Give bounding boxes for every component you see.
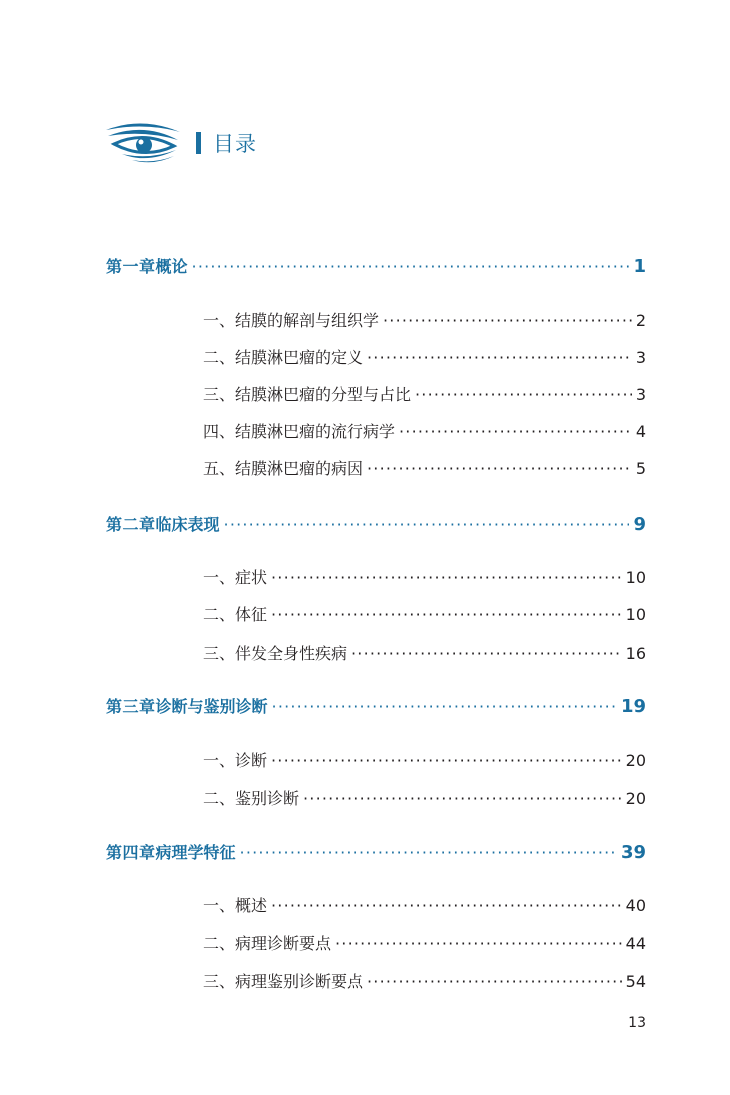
section-title: 二、鉴别诊断: [203, 789, 300, 808]
dot-leader: [367, 967, 622, 997]
toc-section-row[interactable]: [203, 784, 646, 814]
toc-section-row[interactable]: [203, 417, 646, 447]
section-page-number: 40: [625, 896, 646, 915]
toc-section-row[interactable]: [203, 306, 646, 336]
toc-header: [104, 118, 257, 168]
section-title: 一、结膜的解剖与组织学: [203, 311, 380, 330]
dot-leader: [399, 417, 632, 447]
dot-leader: [192, 252, 630, 282]
section-title: 二、体征: [203, 605, 268, 624]
toc-chapter-row[interactable]: [106, 692, 646, 722]
chapter-page-number: 1: [633, 256, 646, 277]
toc-chapter-row[interactable]: [106, 510, 646, 540]
section-page-number: 10: [625, 605, 646, 624]
dot-leader: [335, 929, 622, 959]
chapter-page-number: 39: [620, 842, 646, 863]
title-accent-bar: [196, 132, 201, 154]
section-title: 二、结膜淋巴瘤的定义: [203, 348, 364, 367]
section-title: 二、病理诊断要点: [203, 934, 332, 953]
section-page-number: 3: [635, 348, 646, 367]
page-title: 目录: [213, 132, 257, 156]
dot-leader: [271, 600, 622, 630]
chapter-number: 第四章: [106, 843, 156, 862]
section-page-number: 44: [625, 934, 646, 953]
chapter-title: 病理学特征: [155, 843, 236, 862]
toc-section-row[interactable]: [203, 746, 646, 776]
section-title: 四、结膜淋巴瘤的流行病学: [203, 422, 396, 441]
page-number: 13: [628, 1015, 646, 1031]
dot-leader: [224, 510, 630, 540]
toc-section-row[interactable]: [203, 380, 646, 410]
toc-section-row[interactable]: [203, 563, 646, 593]
section-title: 一、症状: [203, 568, 268, 587]
section-page-number: 20: [625, 789, 646, 808]
dot-leader: [272, 692, 617, 722]
chapter-title: 诊断与鉴别诊断: [155, 697, 268, 716]
toc-section-row[interactable]: [203, 967, 646, 997]
dot-leader: [367, 454, 632, 484]
dot-leader: [240, 838, 617, 868]
toc-section-row[interactable]: [203, 600, 646, 630]
dot-leader: [415, 380, 632, 410]
dot-leader: [351, 639, 622, 669]
chapter-number: 第一章: [106, 257, 156, 276]
section-title: 三、伴发全身性疾病: [203, 644, 348, 663]
section-page-number: 54: [625, 972, 646, 991]
toc-chapter-row[interactable]: [106, 252, 646, 282]
section-page-number: 2: [635, 311, 646, 330]
section-page-number: 3: [635, 385, 646, 404]
dot-leader: [271, 891, 622, 921]
section-title: 三、病理鉴别诊断要点: [203, 972, 364, 991]
dot-leader: [383, 306, 632, 336]
chapter-number: 第二章: [106, 515, 156, 534]
dot-leader: [367, 343, 632, 373]
section-title: 五、结膜淋巴瘤的病因: [203, 459, 364, 478]
section-page-number: 16: [625, 644, 646, 663]
section-title: 一、概述: [203, 896, 268, 915]
toc-chapter-row[interactable]: [106, 838, 646, 868]
section-page-number: 5: [635, 459, 646, 478]
toc-section-row[interactable]: [203, 929, 646, 959]
dot-leader: [271, 563, 622, 593]
eye-logo-icon: [104, 120, 182, 166]
section-page-number: 20: [625, 751, 646, 770]
chapter-title: 概论: [155, 257, 188, 276]
chapter-number: 第三章: [106, 697, 156, 716]
chapter-title: 临床表现: [155, 515, 220, 534]
dot-leader: [271, 746, 622, 776]
dot-leader: [303, 784, 622, 814]
section-page-number: 10: [625, 568, 646, 587]
chapter-page-number: 9: [633, 514, 646, 535]
toc-section-row[interactable]: [203, 891, 646, 921]
toc-section-row[interactable]: [203, 454, 646, 484]
section-title: 三、结膜淋巴瘤的分型与占比: [203, 385, 412, 404]
section-page-number: 4: [635, 422, 646, 441]
chapter-page-number: 19: [620, 696, 646, 717]
section-title: 一、诊断: [203, 751, 268, 770]
toc-section-row[interactable]: [203, 639, 646, 669]
toc-section-row[interactable]: [203, 343, 646, 373]
